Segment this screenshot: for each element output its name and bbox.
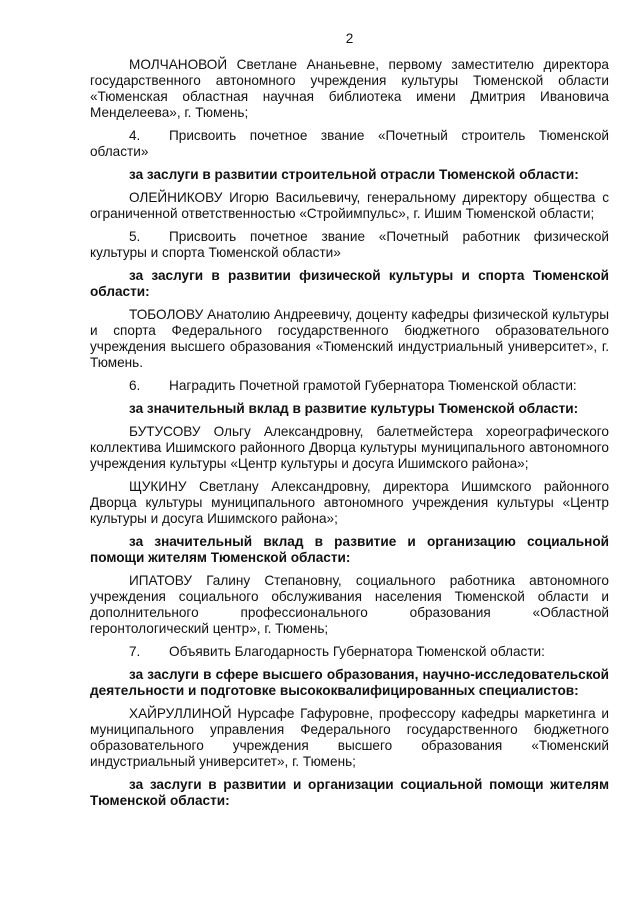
paragraph-butusova: БУТУСОВУ Ольгу Александровну, балетмейстера хореографического коллектива Ишимского районного Дворца культуры муниципального автономного учреждения культуры «Центр культуры и досуга Ишимского района»; [90,424,609,471]
numbered-item-7 [90,644,609,660]
paragraph-oleinikov: ОЛЕЙНИКОВУ Игорю Васильевичу, генеральному директору общества с ограниченной ответственностью «Стройимпульс», г. Ишим Тюменской области; [90,190,609,221]
heading-sport-merits: за заслуги в развитии физической культуры и спорта Тюменской области: [90,268,609,299]
item-text: Присвоить почетное звание «Почетный строитель Тюменской области» [90,128,609,159]
numbered-item-6 [90,378,609,394]
paragraph-shchukina: ЩУКИНУ Светлану Александровну, директора Ишимского районного Дворца культуры муниципального автономного учреждения культуры «Центр культуры и досуга Ишимского района»; [90,479,609,526]
heading-social-contribution: за значительный вклад в развитие и организацию социальной помощи жителям Тюменской области: [90,534,609,565]
document-page [90,31,609,816]
paragraph-molchanova: МОЛЧАНОВОЙ Светлане Ананьевне, первому заместителю директора государственного автономного учреждения культуры Тюменской области «Тюменская областная научная библиотека имени Дмитрия Ивановича Менделеева», г. Тюмень; [90,57,609,120]
item-text: Объявить Благодарность Губернатора Тюменской области: [169,644,545,659]
numbered-item-4 [90,128,609,160]
heading-social-help-merits: за заслуги в развитии и организации социальной помощи жителям Тюменской области: [90,777,609,808]
item-number: 5. [129,229,141,244]
heading-construction-merits: за заслуги в развитии строительной отрасли Тюменской области: [129,167,579,182]
heading-higher-education-merits: за заслуги в сфере высшего образования, научно-исследовательской деятельности и подготовке высококвалифицированных специалистов: [90,667,609,698]
numbered-item-5 [90,229,609,261]
page-number: 2 [345,31,354,46]
item-text: Наградить Почетной грамотой Губернатора Тюменской области: [169,378,577,393]
paragraph-tobolov: ТОБОЛОВУ Анатолию Андреевичу, доценту кафедры физической культуры и спорта Федерального государственного бюджетного образовательного учреждения высшего образования «Тюменский индустриальный университет», г. Тюмень. [90,307,609,370]
item-number: 4. [129,128,141,143]
paragraph-khairullina: ХАЙРУЛЛИНОЙ Нурсафе Гафуровне, профессору кафедры маркетинга и муниципального управления Федерального государственного бюджетного образовательного учреждения высшего образования «Тюменский индустриальный университет», г. Тюмень; [90,706,609,769]
heading-culture-contribution: за значительный вклад в развитие культуры Тюменской области: [129,401,579,416]
item-number: 6. [129,378,141,393]
item-number: 7. [129,644,141,659]
item-text: Присвоить почетное звание «Почетный работник физической культуры и спорта Тюменской области» [90,229,609,260]
paragraph-ipatova: ИПАТОВУ Галину Степановну, социального работника автономного учреждения социального обслуживания населения Тюменской области и дополнительного профессионального образования «Областной геронтологический центр», г. Тюмень; [90,573,609,636]
